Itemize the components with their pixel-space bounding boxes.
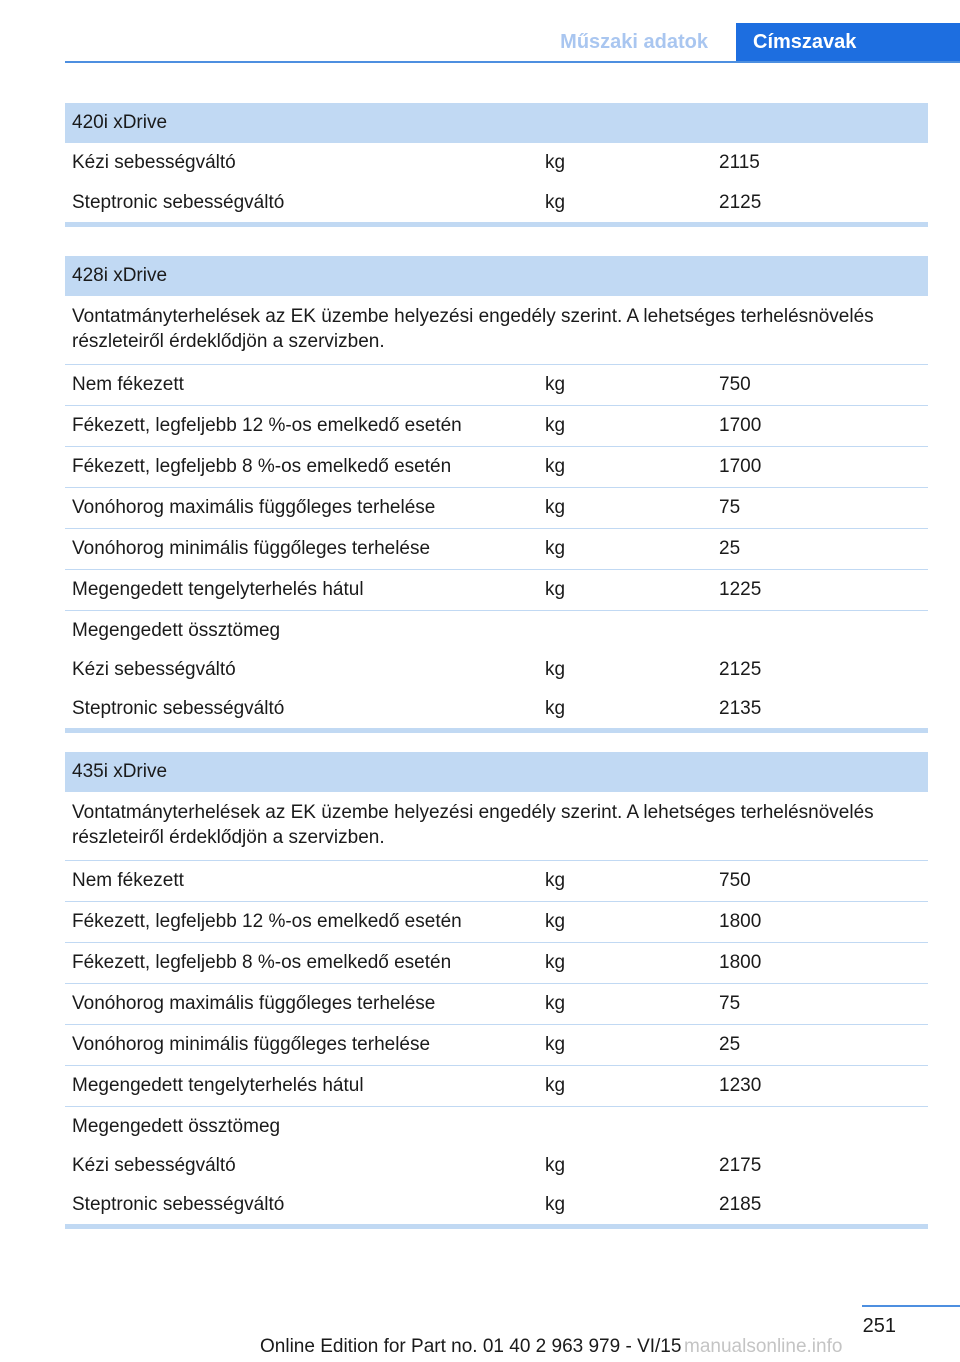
table-row — [65, 570, 928, 611]
row-label: Kézi sebességváltó — [72, 1155, 236, 1176]
row-value: 750 — [719, 374, 751, 395]
row-unit: kg — [545, 1194, 566, 1215]
table-row — [65, 1025, 928, 1066]
header-divider — [65, 61, 960, 63]
row-label: Vonóhorog minimális függőleges terhelése — [72, 1034, 431, 1055]
row-unit: kg — [545, 538, 566, 559]
table-row — [65, 611, 928, 650]
row-label: Steptronic sebességváltó — [72, 1194, 285, 1215]
row-label: Kézi sebességváltó — [72, 659, 236, 680]
row-unit: kg — [545, 993, 566, 1014]
row-value: 1225 — [719, 579, 762, 600]
table-row — [65, 861, 928, 902]
table-row — [65, 529, 928, 570]
row-label: Vonóhorog maximális függőleges terhelése — [72, 497, 436, 518]
watermark-text: manualsonline.info — [684, 1336, 843, 1357]
row-value: 1230 — [719, 1075, 762, 1096]
row-value: 2175 — [719, 1155, 762, 1176]
table-row — [65, 689, 928, 728]
total-label: Megengedett össztömeg — [72, 620, 281, 641]
chapter-tab[interactable]: Címszavak — [736, 23, 960, 61]
row-unit: kg — [545, 456, 566, 477]
row-unit: kg — [545, 952, 566, 973]
page-header — [65, 23, 960, 63]
row-value: 2125 — [719, 192, 762, 213]
row-value: 75 — [719, 497, 741, 518]
row-value: 1800 — [719, 952, 762, 973]
table-row — [65, 488, 928, 529]
table-row — [65, 447, 928, 488]
row-label: Vonóhorog minimális függőleges terhelése — [72, 538, 431, 559]
row-unit: kg — [545, 870, 566, 891]
table-note: Vontatmányterhelések az EK üzembe helyezési engedély szerint. A lehetséges terhelésnövelés részleteiről érdeklődjön a szervizben. — [65, 792, 928, 861]
table-row — [65, 984, 928, 1025]
table-435i-xdrive — [65, 752, 928, 1229]
row-label: Nem fékezett — [72, 374, 184, 395]
row-value: 750 — [719, 870, 751, 891]
row-value: 25 — [719, 1034, 741, 1055]
row-unit: kg — [545, 1034, 566, 1055]
table-420i-xdrive — [65, 103, 928, 227]
row-label: Fékezett, legfeljebb 8 %-os emelkedő esetén — [72, 456, 452, 477]
edition-footer: Online Edition for Part no. 01 40 2 963 979 - VI/15 — [260, 1336, 682, 1357]
table-row — [65, 1146, 928, 1185]
row-unit: kg — [545, 497, 566, 518]
row-label: Kézi sebességváltó — [72, 152, 236, 173]
table-row — [65, 1107, 928, 1146]
row-unit: kg — [545, 415, 566, 436]
page-number-divider — [862, 1305, 960, 1307]
row-label: Steptronic sebességváltó — [72, 698, 285, 719]
table-row — [65, 406, 928, 447]
row-value: 1700 — [719, 456, 762, 477]
total-label: Megengedett össztömeg — [72, 1116, 281, 1137]
table-note: Vontatmányterhelések az EK üzembe helyezési engedély szerint. A lehetséges terhelésnövelés részleteiről érdeklődjön a szervizben. — [65, 296, 928, 365]
row-value: 2115 — [719, 152, 760, 173]
page-number: 251 — [862, 1315, 896, 1337]
table-row — [65, 902, 928, 943]
table-row — [65, 650, 928, 689]
row-unit: kg — [545, 698, 566, 719]
row-unit: kg — [545, 911, 566, 932]
table-row — [65, 143, 928, 183]
row-label: Fékezett, legfeljebb 12 %-os emelkedő esetén — [72, 911, 462, 932]
row-label: Fékezett, legfeljebb 12 %-os emelkedő esetén — [72, 415, 462, 436]
row-label: Vonóhorog maximális függőleges terhelése — [72, 993, 436, 1014]
row-label: Steptronic sebességváltó — [72, 192, 285, 213]
table-428i-xdrive — [65, 256, 928, 733]
row-unit: kg — [545, 1155, 566, 1176]
section-tab[interactable]: Műszaki adatok — [560, 31, 708, 53]
table-row — [65, 1185, 928, 1224]
row-value: 1800 — [719, 911, 762, 932]
row-unit: kg — [545, 1075, 566, 1096]
row-value: 25 — [719, 538, 741, 559]
row-label: Fékezett, legfeljebb 8 %-os emelkedő esetén — [72, 952, 452, 973]
row-unit: kg — [545, 579, 566, 600]
row-label: Nem fékezett — [72, 870, 184, 891]
row-value: 1700 — [719, 415, 762, 436]
row-unit: kg — [545, 152, 566, 173]
table-title: 428i xDrive — [65, 256, 928, 296]
row-label: Megengedett tengelyterhelés hátul — [72, 579, 364, 600]
row-unit: kg — [545, 374, 566, 395]
table-title: 435i xDrive — [65, 752, 928, 792]
row-value: 2135 — [719, 698, 762, 719]
table-row — [65, 365, 928, 406]
row-value: 2125 — [719, 659, 762, 680]
row-label: Megengedett tengelyterhelés hátul — [72, 1075, 364, 1096]
table-row — [65, 943, 928, 984]
row-value: 75 — [719, 993, 741, 1014]
table-row — [65, 1066, 928, 1107]
row-unit: kg — [545, 192, 566, 213]
table-title: 420i xDrive — [65, 103, 928, 143]
table-row — [65, 183, 928, 222]
row-unit: kg — [545, 659, 566, 680]
row-value: 2185 — [719, 1194, 762, 1215]
